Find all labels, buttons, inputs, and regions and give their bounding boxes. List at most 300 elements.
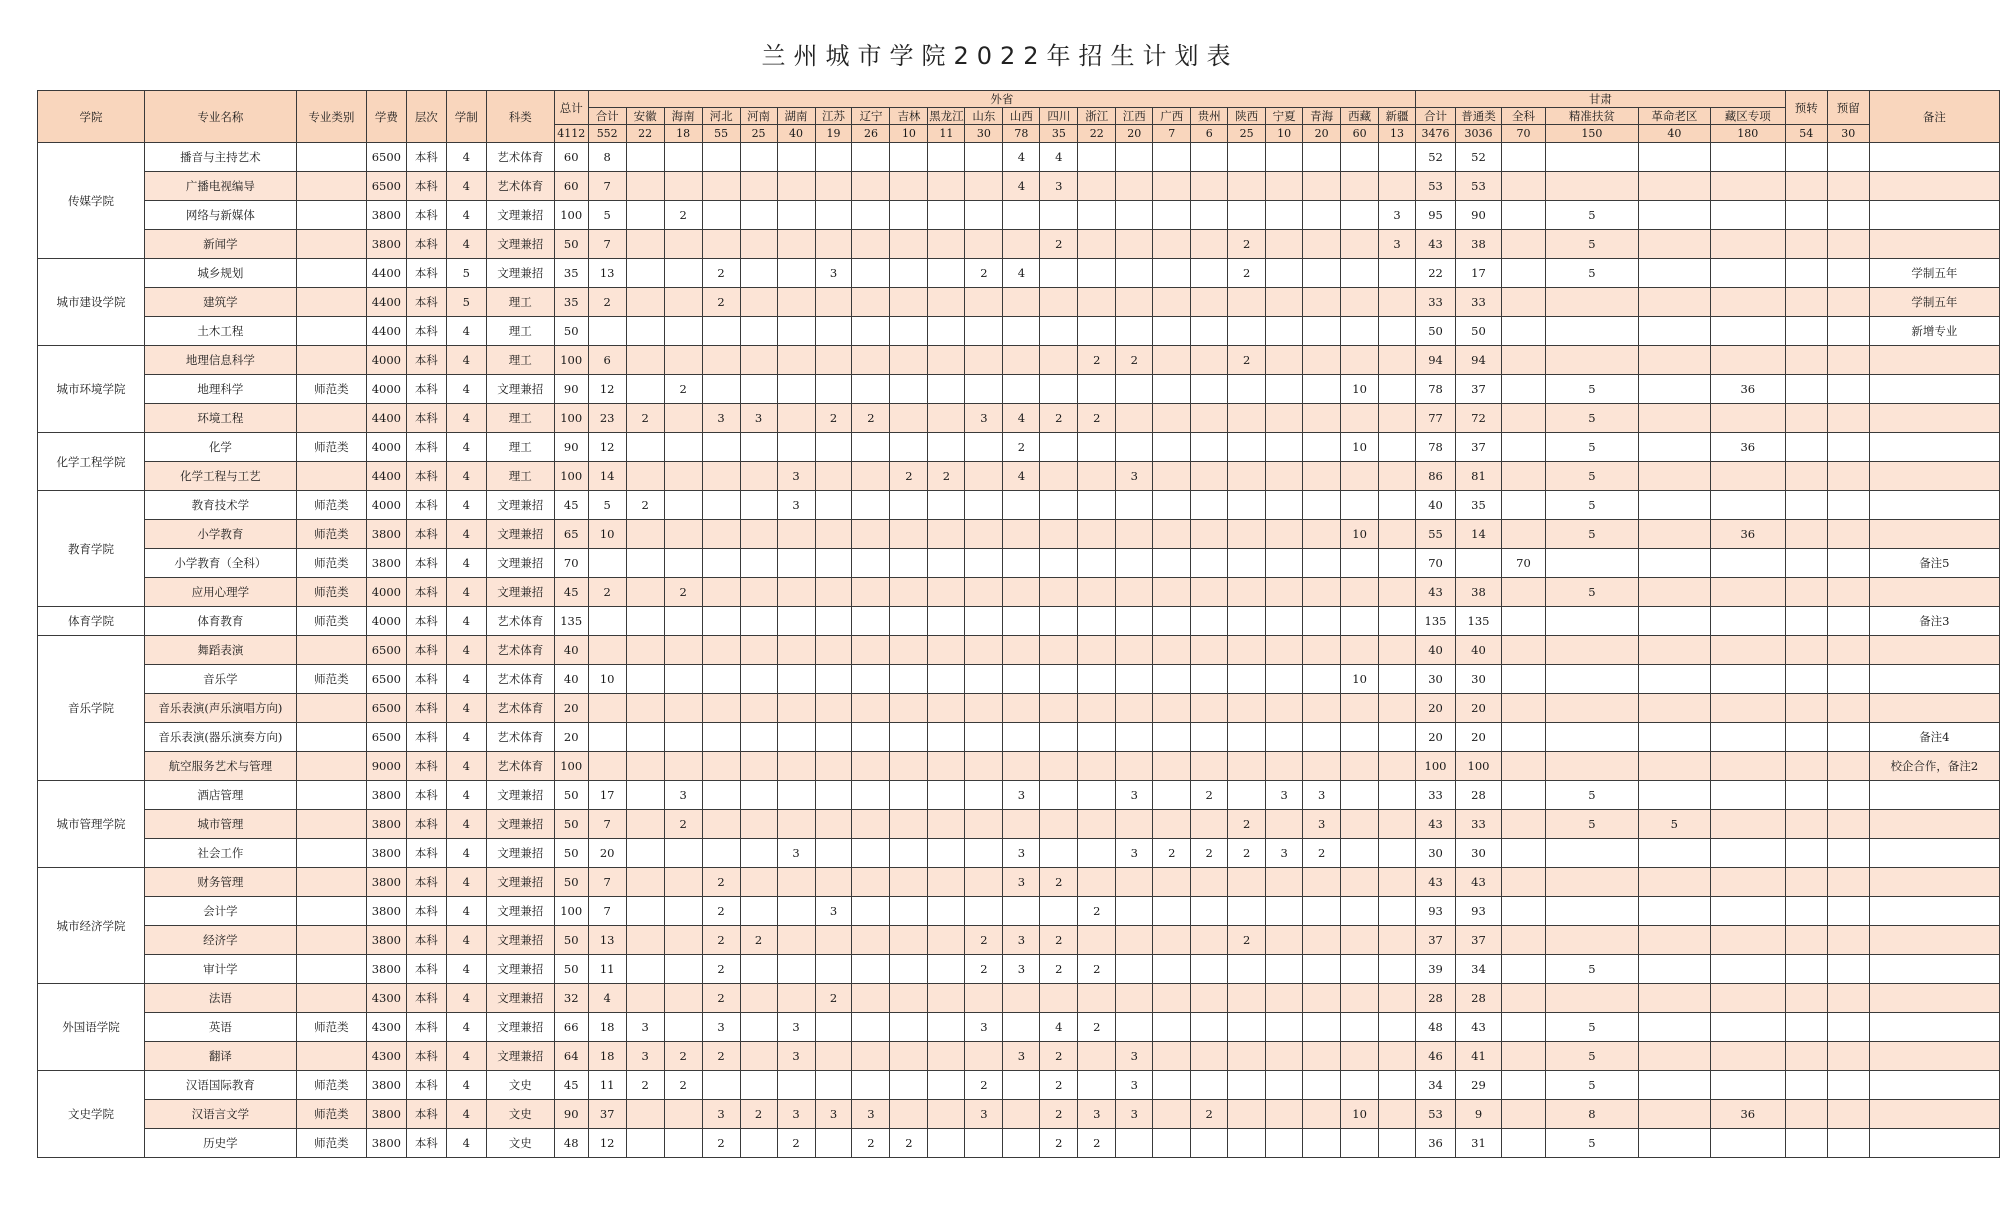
outside-cell	[890, 317, 928, 346]
outside-cell	[1191, 346, 1228, 375]
gansu-cell: 94	[1456, 346, 1502, 375]
major-type-cell: 师范类	[296, 1100, 366, 1129]
gansu-cell: 36	[1710, 520, 1785, 549]
total-cell: 50	[554, 230, 588, 259]
fee-cell: 6500	[366, 723, 406, 752]
outside-cell	[626, 955, 664, 984]
table-row	[38, 549, 2000, 578]
forecast-cell	[1785, 897, 1827, 926]
outside-cell	[1266, 201, 1303, 230]
outside-cell	[965, 520, 1003, 549]
outside-cell	[740, 288, 777, 317]
outside-cell	[1078, 1042, 1116, 1071]
forecast-cell	[1785, 1042, 1827, 1071]
outside-cell	[626, 607, 664, 636]
outside-cell: 2	[815, 984, 852, 1013]
forecast-cell	[1785, 1129, 1827, 1158]
outside-cell	[1303, 549, 1341, 578]
outside-cell	[740, 230, 777, 259]
outside-cell	[928, 491, 965, 520]
gansu-cell	[1501, 230, 1545, 259]
header-outside-col: 河南	[740, 108, 777, 125]
gansu-cell	[1501, 1129, 1545, 1158]
outside-cell	[1379, 984, 1416, 1013]
outside-cell: 4	[1003, 404, 1040, 433]
outside-cell	[1341, 1071, 1379, 1100]
outside-cell	[1116, 694, 1153, 723]
outside-cell	[664, 317, 702, 346]
gansu-cell	[1710, 230, 1785, 259]
header-category: 科类	[486, 91, 554, 143]
outside-cell	[740, 694, 777, 723]
outside-cell: 7	[588, 172, 626, 201]
header-outside-col: 合计	[588, 108, 626, 125]
outside-cell	[740, 607, 777, 636]
header-outside-col: 四川	[1040, 108, 1078, 125]
fee-cell: 3800	[366, 897, 406, 926]
gansu-cell	[1710, 810, 1785, 839]
gansu-cell	[1710, 346, 1785, 375]
total-gansu-cell: 3036	[1456, 125, 1502, 143]
outside-cell	[1379, 810, 1416, 839]
gansu-cell: 30	[1456, 665, 1502, 694]
outside-cell: 2	[1040, 1071, 1078, 1100]
outside-cell: 2	[928, 462, 965, 491]
gansu-cell: 20	[1416, 694, 1456, 723]
gansu-cell	[1501, 259, 1545, 288]
outside-cell	[890, 1013, 928, 1042]
gansu-cell	[1710, 723, 1785, 752]
fee-cell: 6500	[366, 636, 406, 665]
outside-cell	[815, 665, 852, 694]
remark-cell	[1869, 230, 1999, 259]
level-cell: 本科	[406, 491, 446, 520]
outside-cell	[1153, 810, 1191, 839]
outside-cell	[1040, 781, 1078, 810]
outside-cell: 10	[1341, 520, 1379, 549]
major-type-cell: 师范类	[296, 375, 366, 404]
outside-cell	[1003, 1071, 1040, 1100]
outside-cell	[1003, 230, 1040, 259]
major-cell: 城市管理	[144, 810, 296, 839]
gansu-cell	[1710, 694, 1785, 723]
outside-cell	[664, 520, 702, 549]
outside-cell	[928, 607, 965, 636]
outside-cell	[1040, 810, 1078, 839]
outside-cell	[1379, 868, 1416, 897]
outside-cell: 3	[1266, 781, 1303, 810]
gansu-cell	[1501, 404, 1545, 433]
outside-cell	[664, 288, 702, 317]
major-cell: 音乐学	[144, 665, 296, 694]
outside-cell	[1153, 143, 1191, 172]
outside-cell	[1341, 404, 1379, 433]
outside-cell: 3	[1303, 810, 1341, 839]
outside-cell: 6	[588, 346, 626, 375]
outside-cell	[815, 578, 852, 607]
outside-cell	[965, 172, 1003, 201]
reserve-cell	[1827, 317, 1869, 346]
major-type-cell	[296, 346, 366, 375]
fee-cell: 4400	[366, 404, 406, 433]
category-cell: 文理兼招	[486, 230, 554, 259]
outside-cell	[1266, 1100, 1303, 1129]
outside-cell	[815, 810, 852, 839]
outside-cell	[1040, 201, 1078, 230]
outside-cell: 2	[664, 810, 702, 839]
gansu-cell	[1501, 1042, 1545, 1071]
duration-cell: 4	[446, 230, 486, 259]
remark-cell	[1869, 578, 1999, 607]
total-gansu-cell: 150	[1545, 125, 1638, 143]
outside-cell: 3	[1116, 1042, 1153, 1071]
outside-cell	[852, 1042, 890, 1071]
gansu-cell: 78	[1416, 433, 1456, 462]
outside-cell	[852, 694, 890, 723]
header-forecast: 预转	[1785, 91, 1827, 125]
gansu-cell: 41	[1456, 1042, 1502, 1071]
outside-cell	[852, 346, 890, 375]
outside-cell	[1228, 201, 1266, 230]
reserve-cell	[1827, 230, 1869, 259]
outside-cell	[1228, 404, 1266, 433]
outside-cell	[1266, 810, 1303, 839]
outside-cell	[890, 1042, 928, 1071]
remark-cell	[1869, 201, 1999, 230]
gansu-cell: 93	[1456, 897, 1502, 926]
outside-cell	[1303, 143, 1341, 172]
outside-cell	[1228, 172, 1266, 201]
outside-cell	[740, 1013, 777, 1042]
outside-cell: 3	[965, 1013, 1003, 1042]
outside-cell	[1228, 288, 1266, 317]
outside-cell	[1040, 462, 1078, 491]
outside-cell: 2	[852, 404, 890, 433]
outside-cell: 7	[588, 897, 626, 926]
remark-cell: 备注4	[1869, 723, 1999, 752]
outside-cell	[1003, 897, 1040, 926]
outside-cell	[815, 230, 852, 259]
gansu-cell	[1545, 897, 1638, 926]
gansu-cell	[1638, 346, 1710, 375]
outside-cell	[1191, 926, 1228, 955]
outside-cell	[1341, 491, 1379, 520]
fee-cell: 4400	[366, 288, 406, 317]
level-cell: 本科	[406, 143, 446, 172]
outside-cell	[890, 549, 928, 578]
outside-cell	[1303, 636, 1341, 665]
outside-cell: 2	[1040, 230, 1078, 259]
outside-cell	[626, 230, 664, 259]
outside-cell	[626, 1129, 664, 1158]
outside-cell	[1040, 723, 1078, 752]
outside-cell	[664, 346, 702, 375]
outside-cell	[1303, 259, 1341, 288]
college-cell: 城市经济学院	[38, 868, 145, 984]
total-outside-cell: 19	[815, 125, 852, 143]
gansu-cell	[1501, 1100, 1545, 1129]
remark-cell	[1869, 897, 1999, 926]
outside-cell	[740, 781, 777, 810]
outside-cell	[1191, 404, 1228, 433]
major-cell: 经济学	[144, 926, 296, 955]
major-cell: 化学工程与工艺	[144, 462, 296, 491]
outside-cell	[1379, 433, 1416, 462]
table-row	[38, 1129, 2000, 1158]
duration-cell: 4	[446, 433, 486, 462]
duration-cell: 5	[446, 259, 486, 288]
outside-cell: 3	[1379, 201, 1416, 230]
outside-cell: 3	[1303, 781, 1341, 810]
category-cell: 文理兼招	[486, 1042, 554, 1071]
gansu-cell: 43	[1416, 578, 1456, 607]
total-gansu-cell: 70	[1501, 125, 1545, 143]
outside-cell: 3	[1003, 839, 1040, 868]
outside-cell	[852, 230, 890, 259]
total-outside-cell: 13	[1379, 125, 1416, 143]
outside-cell	[1379, 346, 1416, 375]
outside-cell	[1303, 752, 1341, 781]
forecast-cell	[1785, 259, 1827, 288]
outside-cell	[1266, 723, 1303, 752]
outside-cell	[702, 201, 740, 230]
outside-cell	[1078, 259, 1116, 288]
outside-cell	[1341, 607, 1379, 636]
gansu-cell: 33	[1456, 810, 1502, 839]
outside-cell	[1191, 897, 1228, 926]
outside-cell	[852, 1071, 890, 1100]
reserve-cell	[1827, 462, 1869, 491]
outside-cell	[852, 781, 890, 810]
reserve-cell	[1827, 694, 1869, 723]
outside-cell	[1379, 1013, 1416, 1042]
outside-cell	[1228, 1071, 1266, 1100]
outside-cell: 2	[1040, 1100, 1078, 1129]
remark-cell	[1869, 926, 1999, 955]
outside-cell	[1303, 520, 1341, 549]
category-cell: 理工	[486, 288, 554, 317]
duration-cell: 4	[446, 897, 486, 926]
major-type-cell	[296, 259, 366, 288]
major-type-cell	[296, 230, 366, 259]
outside-cell: 2	[890, 462, 928, 491]
outside-cell	[777, 868, 815, 897]
outside-cell	[777, 665, 815, 694]
outside-cell	[1040, 984, 1078, 1013]
level-cell: 本科	[406, 433, 446, 462]
outside-cell	[1040, 636, 1078, 665]
total-outside-cell: 25	[1228, 125, 1266, 143]
level-cell: 本科	[406, 1071, 446, 1100]
table-row	[38, 810, 2000, 839]
outside-cell	[1191, 433, 1228, 462]
total-outside-cell: 6	[1191, 125, 1228, 143]
remark-cell	[1869, 404, 1999, 433]
outside-cell: 3	[777, 839, 815, 868]
outside-cell	[1341, 897, 1379, 926]
outside-cell	[1266, 172, 1303, 201]
outside-cell	[1078, 636, 1116, 665]
outside-cell	[664, 665, 702, 694]
total-gansu-cell: 40	[1638, 125, 1710, 143]
outside-cell	[1303, 288, 1341, 317]
outside-cell	[1341, 839, 1379, 868]
level-cell: 本科	[406, 520, 446, 549]
outside-cell	[1266, 1013, 1303, 1042]
outside-cell	[1116, 201, 1153, 230]
outside-cell	[965, 317, 1003, 346]
forecast-cell	[1785, 201, 1827, 230]
outside-cell	[1379, 1100, 1416, 1129]
gansu-cell	[1501, 752, 1545, 781]
outside-cell	[702, 694, 740, 723]
outside-cell	[965, 143, 1003, 172]
category-cell: 文理兼招	[486, 868, 554, 897]
outside-cell	[890, 346, 928, 375]
remark-cell	[1869, 868, 1999, 897]
outside-cell	[1153, 694, 1191, 723]
outside-cell	[1303, 230, 1341, 259]
fee-cell: 4400	[366, 259, 406, 288]
gansu-cell	[1501, 462, 1545, 491]
gansu-cell	[1710, 636, 1785, 665]
level-cell: 本科	[406, 984, 446, 1013]
level-cell: 本科	[406, 1129, 446, 1158]
outside-cell	[626, 520, 664, 549]
outside-cell: 4	[1003, 462, 1040, 491]
outside-cell	[664, 230, 702, 259]
outside-cell	[1303, 201, 1341, 230]
table-row	[38, 578, 2000, 607]
gansu-cell	[1638, 288, 1710, 317]
gansu-cell	[1710, 549, 1785, 578]
total-cell: 135	[554, 607, 588, 636]
total-cell: 40	[554, 665, 588, 694]
outside-cell	[777, 172, 815, 201]
header-outside-col: 江苏	[815, 108, 852, 125]
outside-cell	[1228, 955, 1266, 984]
outside-cell: 2	[702, 984, 740, 1013]
outside-cell	[852, 491, 890, 520]
outside-cell	[1003, 201, 1040, 230]
outside-cell	[852, 462, 890, 491]
duration-cell: 4	[446, 839, 486, 868]
duration-cell: 4	[446, 491, 486, 520]
outside-cell: 3	[1116, 462, 1153, 491]
major-cell: 体育教育	[144, 607, 296, 636]
gansu-cell: 135	[1456, 607, 1502, 636]
outside-cell: 2	[702, 926, 740, 955]
outside-cell	[1078, 317, 1116, 346]
outside-cell	[815, 143, 852, 172]
outside-cell	[815, 172, 852, 201]
outside-cell	[664, 172, 702, 201]
remark-cell	[1869, 462, 1999, 491]
outside-cell	[626, 549, 664, 578]
outside-cell: 2	[664, 578, 702, 607]
outside-cell	[1379, 694, 1416, 723]
page-title: 兰州城市学院2022年招生计划表	[761, 42, 1239, 70]
outside-cell	[1379, 404, 1416, 433]
outside-cell	[928, 723, 965, 752]
outside-cell	[1379, 955, 1416, 984]
forecast-cell	[1785, 172, 1827, 201]
header-college: 学院	[38, 91, 145, 143]
total-outside-cell: 26	[852, 125, 890, 143]
outside-cell	[815, 955, 852, 984]
outside-cell	[1266, 404, 1303, 433]
outside-cell: 2	[1078, 346, 1116, 375]
outside-cell	[1116, 752, 1153, 781]
category-cell: 文理兼招	[486, 375, 554, 404]
outside-cell	[890, 172, 928, 201]
outside-cell: 3	[777, 1100, 815, 1129]
outside-cell	[815, 1042, 852, 1071]
outside-cell	[852, 723, 890, 752]
outside-cell	[928, 1013, 965, 1042]
outside-cell	[1078, 288, 1116, 317]
gansu-cell	[1638, 172, 1710, 201]
category-cell: 艺术体育	[486, 665, 554, 694]
outside-cell	[740, 1129, 777, 1158]
duration-cell: 4	[446, 694, 486, 723]
major-cell: 审计学	[144, 955, 296, 984]
outside-cell	[852, 636, 890, 665]
outside-cell	[965, 230, 1003, 259]
outside-cell: 7	[588, 810, 626, 839]
outside-cell	[777, 752, 815, 781]
gansu-cell: 55	[1416, 520, 1456, 549]
outside-cell: 3	[1116, 781, 1153, 810]
outside-cell	[1341, 462, 1379, 491]
gansu-cell: 37	[1456, 926, 1502, 955]
total-gansu-cell: 3476	[1416, 125, 1456, 143]
header-outside-col: 广西	[1153, 108, 1191, 125]
level-cell: 本科	[406, 1100, 446, 1129]
outside-cell	[852, 520, 890, 549]
gansu-cell	[1638, 259, 1710, 288]
level-cell: 本科	[406, 346, 446, 375]
outside-cell	[890, 897, 928, 926]
outside-cell	[777, 317, 815, 346]
outside-cell	[1040, 694, 1078, 723]
outside-cell: 10	[588, 665, 626, 694]
header-outside-col: 吉林	[890, 108, 928, 125]
duration-cell: 4	[446, 549, 486, 578]
outside-cell	[702, 810, 740, 839]
outside-cell	[777, 723, 815, 752]
outside-cell	[852, 752, 890, 781]
gansu-cell	[1501, 665, 1545, 694]
outside-cell: 2	[965, 259, 1003, 288]
outside-cell	[1266, 955, 1303, 984]
outside-cell	[852, 259, 890, 288]
forecast-cell	[1785, 955, 1827, 984]
outside-cell	[852, 665, 890, 694]
fee-cell: 3800	[366, 1071, 406, 1100]
outside-cell	[1040, 897, 1078, 926]
outside-cell	[965, 868, 1003, 897]
outside-cell	[1153, 1129, 1191, 1158]
outside-cell: 4	[588, 984, 626, 1013]
remark-cell	[1869, 1013, 1999, 1042]
outside-cell	[1040, 607, 1078, 636]
major-cell: 广播电视编导	[144, 172, 296, 201]
gansu-cell	[1501, 578, 1545, 607]
outside-cell	[588, 752, 626, 781]
gansu-cell	[1638, 723, 1710, 752]
outside-cell: 2	[1078, 1129, 1116, 1158]
